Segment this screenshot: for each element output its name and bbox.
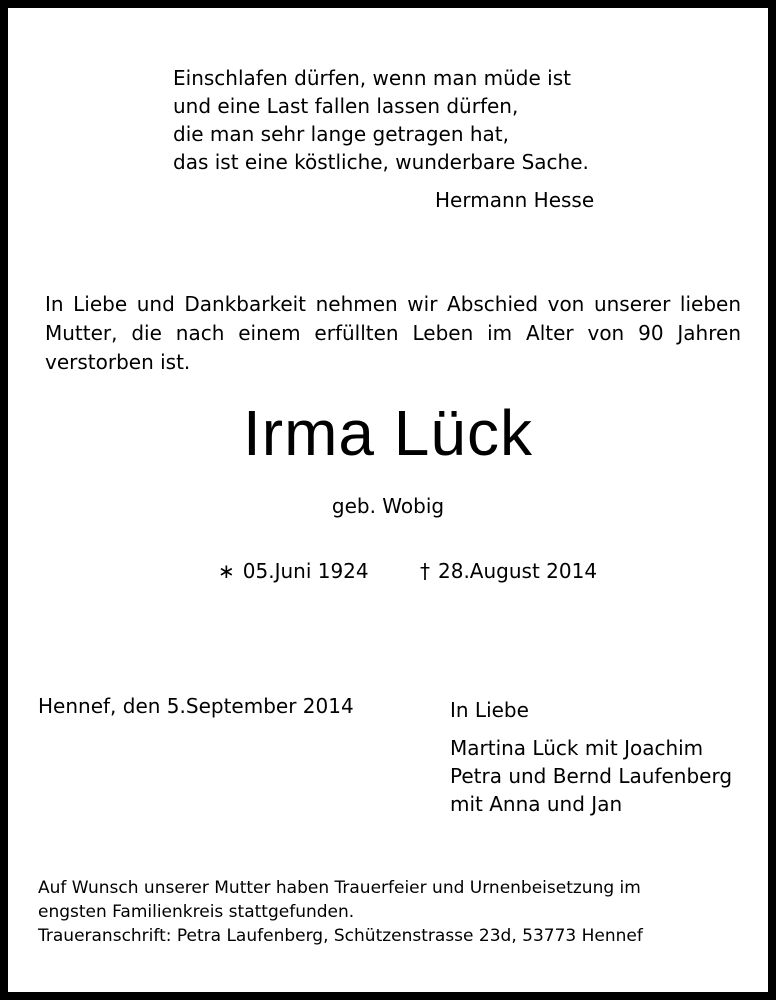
- mourner-line: Martina Lück mit Joachim: [450, 736, 704, 760]
- mourners-list: [450, 734, 732, 818]
- closing-phrase: In Liebe: [450, 698, 529, 722]
- deceased-name: Irma Lück: [243, 397, 533, 469]
- mourner-line: Petra und Bernd Laufenberg: [450, 764, 733, 788]
- footer-line: Auf Wunsch unserer Mutter haben Trauerfeier und Urnenbeisetzung im: [38, 878, 641, 898]
- footer-address: Traueranschrift: Petra Laufenberg, Schützenstrasse 23d, 53773 Hennef: [38, 926, 643, 946]
- poem-quote: [173, 64, 589, 176]
- mourner-line: mit Anna und Jan: [450, 792, 623, 816]
- poem-line: die man sehr lange getragen hat,: [173, 122, 509, 146]
- place-and-date: Hennef, den 5.September 2014: [38, 694, 354, 718]
- intro-text: In Liebe und Dankbarkeit nehmen wir Abschied von unserer lieben Mutter, die nach einem erfüllten Leben im Alter von 90 Jahren verstorben ist.: [45, 292, 741, 374]
- death-cross-icon: †: [420, 559, 430, 583]
- poem-author: Hermann Hesse: [435, 188, 595, 212]
- maiden-name: geb. Wobig: [331, 494, 445, 518]
- birth-info: [218, 557, 369, 585]
- poem-line: und eine Last fallen lassen dürfen,: [173, 94, 519, 118]
- footer-notice: [38, 876, 738, 948]
- poem-line: Einschlafen dürfen, wenn man müde ist: [173, 66, 571, 90]
- death-date: 28.August 2014: [438, 559, 598, 583]
- footer-line: engsten Familienkreis stattgefunden.: [38, 902, 355, 922]
- birth-star-icon: ∗: [218, 559, 235, 583]
- birth-date: 05.Juni 1924: [242, 559, 369, 583]
- poem-line: das ist eine köstliche, wunderbare Sache.: [173, 150, 589, 174]
- death-info: [420, 557, 597, 585]
